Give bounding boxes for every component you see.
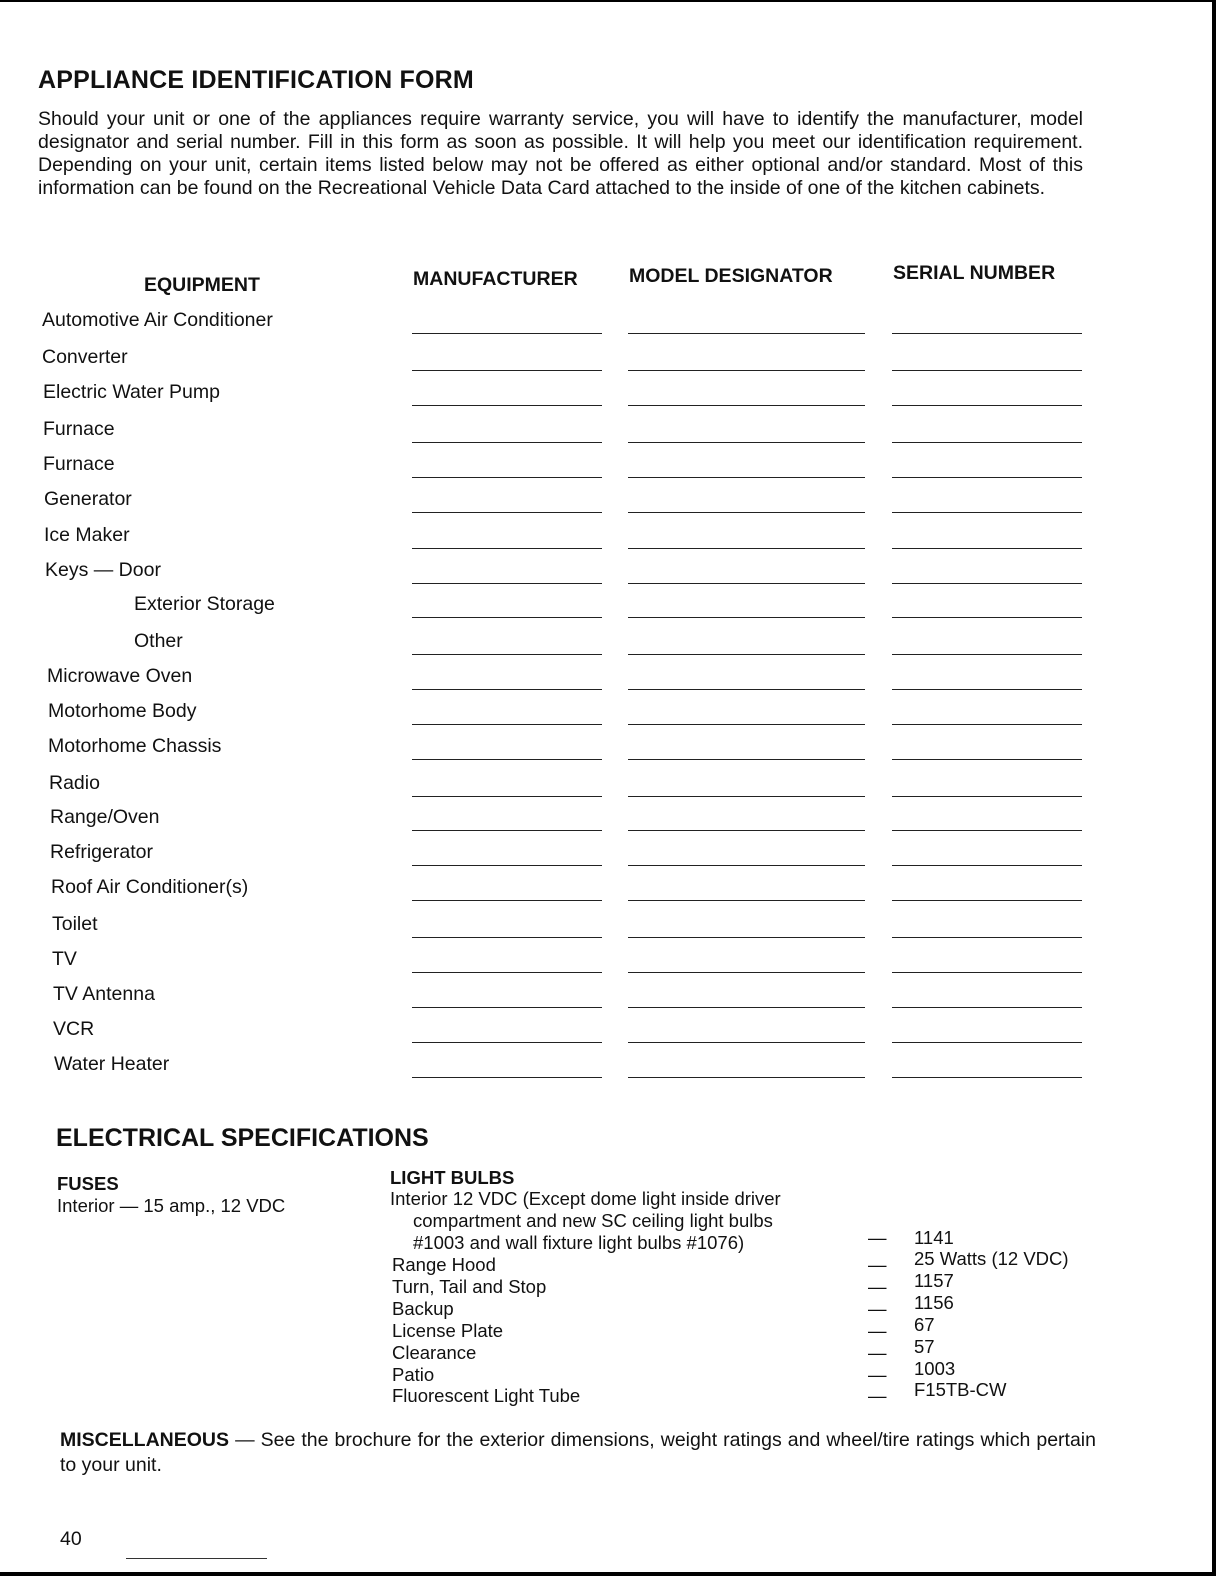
bulb-label: License Plate (392, 1320, 504, 1341)
bulb-value: 25 Watts (12 VDC) (914, 1248, 1069, 1269)
model-designator-blank[interactable] (628, 972, 865, 973)
bulb-value: 67 (914, 1314, 935, 1335)
manufacturer-blank[interactable] (412, 759, 602, 760)
bulb-value: 1157 (914, 1270, 954, 1291)
equipment-label: Water Heater (54, 1053, 170, 1075)
serial-number-blank[interactable] (892, 724, 1082, 725)
equipment-row (0, 488, 1224, 518)
equipment-row (0, 309, 1224, 339)
model-designator-blank[interactable] (628, 796, 865, 797)
dash: — (868, 1342, 887, 1363)
model-designator-blank[interactable] (628, 937, 865, 938)
bulb-label: Range Hood (392, 1254, 496, 1275)
serial-number-blank[interactable] (892, 937, 1082, 938)
serial-number-blank[interactable] (892, 333, 1082, 334)
footer-rule (126, 1558, 267, 1559)
fuses-heading: FUSES (57, 1173, 119, 1194)
equipment-row (0, 381, 1224, 411)
bulb-row (390, 1314, 1110, 1342)
serial-number-blank[interactable] (892, 1042, 1082, 1043)
bulb-row (390, 1270, 1110, 1298)
bulb-label: Backup (392, 1298, 454, 1319)
manufacturer-blank[interactable] (412, 333, 602, 334)
serial-number-blank[interactable] (892, 689, 1082, 690)
bulb-label: Turn, Tail and Stop (392, 1276, 547, 1297)
light-bulbs-heading: LIGHT BULBS (390, 1167, 515, 1188)
manufacturer-blank[interactable] (412, 477, 602, 478)
equipment-row (0, 346, 1224, 376)
interior-bulb-line-3: #1003 and wall fixture light bulbs #1076) (413, 1232, 745, 1253)
manufacturer-blank[interactable] (412, 583, 602, 584)
bulb-label: Clearance (392, 1342, 477, 1363)
model-designator-blank[interactable] (628, 333, 865, 334)
manufacturer-blank[interactable] (412, 796, 602, 797)
equipment-row (0, 559, 1224, 589)
serial-number-blank[interactable] (892, 654, 1082, 655)
model-designator-blank[interactable] (628, 512, 865, 513)
equipment-row (0, 630, 1224, 660)
bulb-label: Patio (392, 1364, 435, 1385)
manufacturer-blank[interactable] (412, 724, 602, 725)
model-designator-blank[interactable] (628, 900, 865, 901)
model-designator-blank[interactable] (628, 1007, 865, 1008)
equipment-row (0, 806, 1224, 836)
serial-number-blank[interactable] (892, 900, 1082, 901)
equipment-row (0, 524, 1224, 554)
equipment-label: Other (134, 630, 183, 652)
manufacturer-blank[interactable] (412, 972, 602, 973)
bulb-row (390, 1292, 1110, 1320)
equipment-row (0, 1053, 1224, 1083)
bulb-row (390, 1379, 1110, 1407)
serial-number-blank[interactable] (892, 370, 1082, 371)
manufacturer-blank[interactable] (412, 865, 602, 866)
manufacturer-blank[interactable] (412, 1042, 602, 1043)
equipment-label: Generator (44, 488, 132, 510)
model-designator-blank[interactable] (628, 724, 865, 725)
manufacturer-blank[interactable] (412, 548, 602, 549)
model-designator-blank[interactable] (628, 548, 865, 549)
equipment-label: Automotive Air Conditioner (42, 309, 273, 331)
model-designator-blank[interactable] (628, 370, 865, 371)
equipment-label: Refrigerator (50, 841, 153, 863)
bulb-label: Fluorescent Light Tube (392, 1385, 581, 1406)
serial-number-blank[interactable] (892, 1077, 1082, 1078)
equipment-row (0, 735, 1224, 765)
equipment-row (0, 665, 1224, 695)
equipment-label: Ice Maker (44, 524, 130, 546)
equipment-label: Furnace (43, 453, 115, 475)
serial-number-blank[interactable] (892, 865, 1082, 866)
miscellaneous-note (60, 1428, 1096, 1478)
intro-paragraph: Should your unit or one of the appliances require warranty service, you will have to identify the manufacturer, model designator and serial number. Fill in this form as soon as possible. It will help you meet our identification requirement. Depending on your unit, certain items listed below may not be offered as either optional and/or standard. Most of this information can be found on the Recreational Vehicle Data Card attached to the inside of one of the kitchen cabinets. (38, 108, 1083, 199)
dash: — (868, 1320, 887, 1341)
equipment-label: Exterior Storage (134, 593, 275, 615)
manufacturer-blank[interactable] (412, 512, 602, 513)
bulb-value: F15TB-CW (914, 1379, 1007, 1400)
equipment-label: Microwave Oven (47, 665, 193, 687)
manufacturer-column-header: MANUFACTURER (413, 268, 578, 290)
bulb-value: 57 (914, 1336, 935, 1357)
equipment-label: Radio (49, 772, 100, 794)
manufacturer-blank[interactable] (412, 1007, 602, 1008)
interior-bulb-line-2: compartment and new SC ceiling light bulbs (413, 1210, 773, 1231)
miscellaneous-text: — See the brochure for the exterior dimensions, weight ratings and wheel/tire ratings which pertain to your unit. (60, 1429, 1096, 1476)
dash: — (868, 1227, 887, 1248)
equipment-label: Roof Air Conditioner(s) (51, 876, 249, 898)
serial-number-blank[interactable] (892, 442, 1082, 443)
equipment-label: VCR (53, 1018, 95, 1040)
equipment-label: Range/Oven (50, 806, 160, 828)
model-designator-column-header: MODEL DESIGNATOR (629, 265, 833, 287)
dash: — (868, 1385, 887, 1406)
model-designator-blank[interactable] (628, 654, 865, 655)
equipment-row (0, 453, 1224, 483)
dash: — (868, 1298, 887, 1319)
equipment-row (0, 418, 1224, 448)
manufacturer-blank[interactable] (412, 405, 602, 406)
equipment-row (0, 948, 1224, 978)
miscellaneous-heading: MISCELLANEOUS (60, 1429, 230, 1451)
equipment-row (0, 772, 1224, 802)
fuses-text: Interior — 15 amp., 12 VDC (57, 1195, 286, 1216)
bulb-row (390, 1248, 1110, 1276)
bulb-row (390, 1227, 1110, 1249)
equipment-row (0, 876, 1224, 906)
model-designator-blank[interactable] (628, 617, 865, 618)
interior-bulb-line-1: Interior 12 VDC (Except dome light inside driver (390, 1188, 781, 1209)
manufacturer-blank[interactable] (412, 1077, 602, 1078)
electrical-specifications-title: ELECTRICAL SPECIFICATIONS (56, 1124, 429, 1152)
bulb-value: 1156 (914, 1292, 954, 1313)
equipment-label: Converter (42, 346, 128, 368)
model-designator-blank[interactable] (628, 759, 865, 760)
model-designator-blank[interactable] (628, 405, 865, 406)
manufacturer-blank[interactable] (412, 937, 602, 938)
serial-number-blank[interactable] (892, 548, 1082, 549)
equipment-label: TV Antenna (53, 983, 155, 1005)
serial-number-column-header: SERIAL NUMBER (893, 262, 1056, 284)
equipment-row (0, 841, 1224, 871)
model-designator-blank[interactable] (628, 1077, 865, 1078)
manufacturer-blank[interactable] (412, 830, 602, 831)
equipment-row (0, 983, 1224, 1013)
equipment-label: Toilet (52, 913, 98, 935)
manufacturer-blank[interactable] (412, 900, 602, 901)
equipment-row (0, 1018, 1224, 1048)
equipment-row (0, 700, 1224, 730)
equipment-label: Motorhome Body (48, 700, 197, 722)
bulb-value: 1141 (914, 1227, 954, 1248)
manufacturer-blank[interactable] (412, 654, 602, 655)
model-designator-blank[interactable] (628, 1042, 865, 1043)
serial-number-blank[interactable] (892, 972, 1082, 973)
equipment-label: Keys — Door (45, 559, 161, 581)
serial-number-blank[interactable] (892, 1007, 1082, 1008)
serial-number-blank[interactable] (892, 759, 1082, 760)
equipment-row (0, 913, 1224, 943)
form-title: APPLIANCE IDENTIFICATION FORM (38, 66, 474, 94)
manufacturer-blank[interactable] (412, 370, 602, 371)
bulb-value: 1003 (914, 1358, 956, 1379)
page-number: 40 (60, 1528, 82, 1550)
dash: — (868, 1364, 887, 1385)
manufacturer-blank[interactable] (412, 617, 602, 618)
serial-number-blank[interactable] (892, 617, 1082, 618)
serial-number-blank[interactable] (892, 830, 1082, 831)
serial-number-blank[interactable] (892, 477, 1082, 478)
equipment-label: Motorhome Chassis (48, 735, 222, 757)
model-designator-blank[interactable] (628, 583, 865, 584)
manufacturer-blank[interactable] (412, 689, 602, 690)
model-designator-blank[interactable] (628, 442, 865, 443)
dash: — (868, 1276, 887, 1297)
equipment-label: Furnace (43, 418, 115, 440)
serial-number-blank[interactable] (892, 405, 1082, 406)
model-designator-blank[interactable] (628, 865, 865, 866)
equipment-column-header: EQUIPMENT (144, 274, 260, 296)
serial-number-blank[interactable] (892, 583, 1082, 584)
equipment-row (0, 593, 1224, 623)
serial-number-blank[interactable] (892, 796, 1082, 797)
equipment-label: TV (52, 948, 77, 970)
model-designator-blank[interactable] (628, 477, 865, 478)
equipment-label: Electric Water Pump (43, 381, 220, 403)
model-designator-blank[interactable] (628, 689, 865, 690)
model-designator-blank[interactable] (628, 830, 865, 831)
bulb-row (390, 1336, 1110, 1364)
serial-number-blank[interactable] (892, 512, 1082, 513)
manufacturer-blank[interactable] (412, 442, 602, 443)
dash: — (868, 1254, 887, 1275)
